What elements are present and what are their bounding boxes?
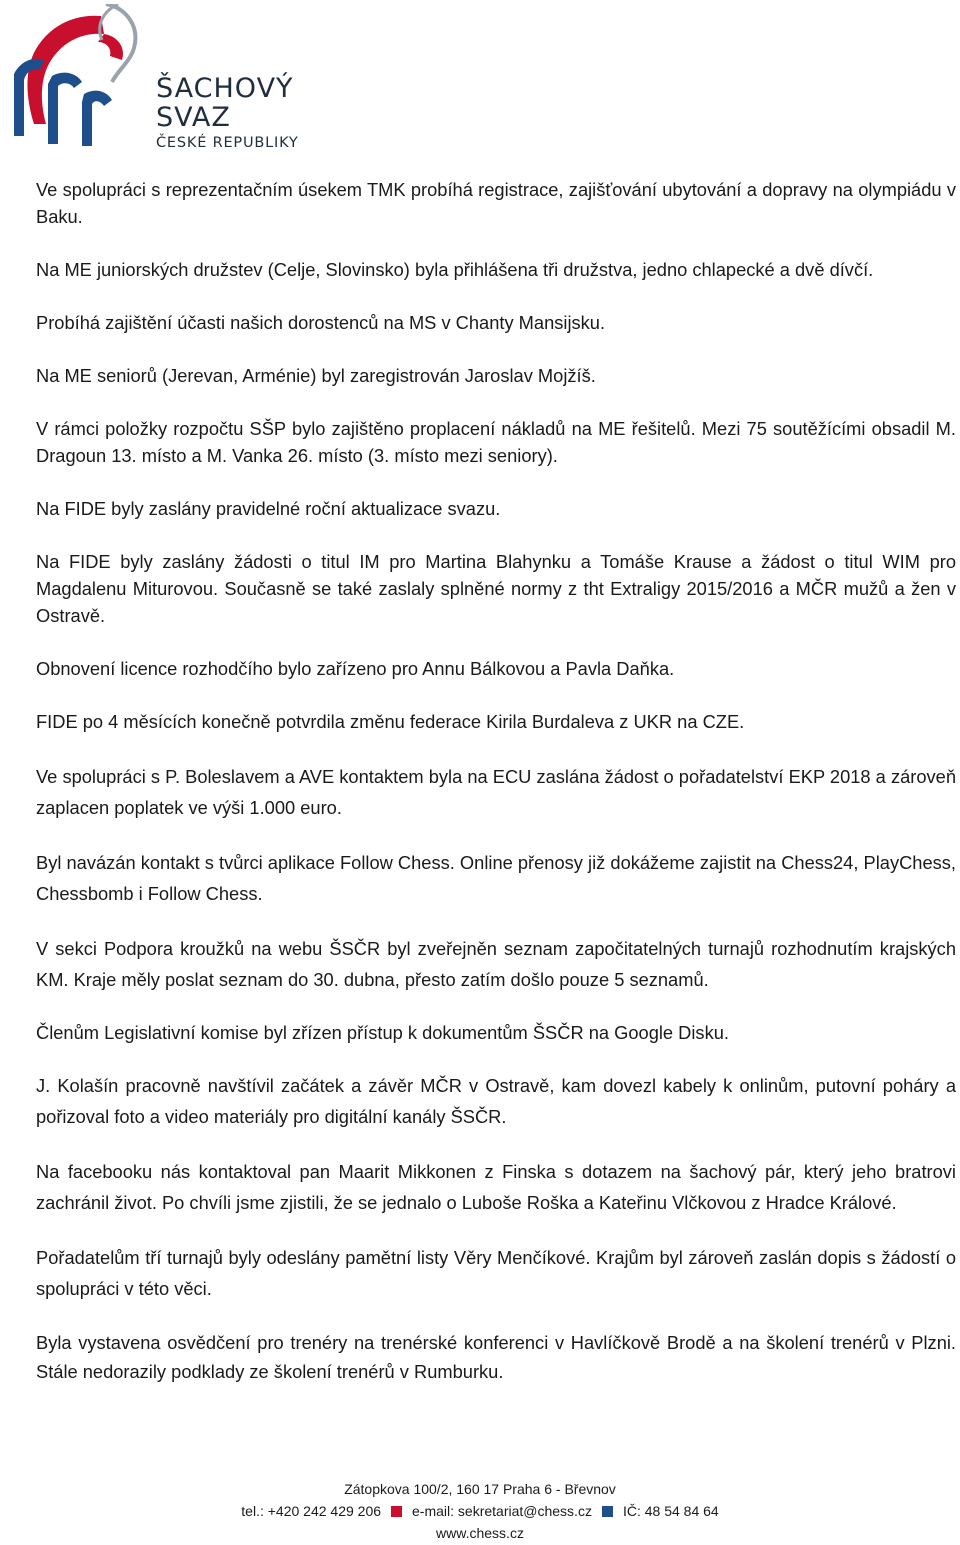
paragraph: Byla vystavena osvědčení pro trenéry na trenérské konferenci v Havlíčkově Brodě a na školení trenérů v Plzni. Stále nedorazily podklady ze školení trenérů v Rumburku. [36, 1332, 956, 1382]
paragraph: Členům Legislativní komise byl zřízen přístup k dokumentům ŠSČR na Google Disku. [36, 1022, 729, 1043]
paragraph: Ve spolupráci s reprezentačním úsekem TMK probíhá registrace, zajišťování ubytování a dopravy na olympiádu v Baku. [36, 179, 956, 227]
document-body [36, 176, 956, 1386]
logo-line2: SVAZ [156, 102, 231, 133]
paragraph: Probíhá zajištění účasti našich dorostenců na MS v Chanty Mansijsku. [36, 312, 606, 333]
footer-contacts [0, 1500, 960, 1522]
paragraph: Na ME juniorských družstev (Celje, Slovinsko) byla přihlášena tři družstva, jedno chlapecké a dvě dívčí. [36, 259, 874, 280]
paragraph: V rámci položky rozpočtu SŠP bylo zajištěno proplacení nákladů na ME řešitelů. Mezi 75 soutěžícími obsadil M. Dragoun 13. místo a M. Vanka 26. místo (3. místo mezi seniory). [36, 418, 956, 466]
footer-address: Zátopkova 100/2, 160 17 Praha 6 - Břevnov [344, 1481, 616, 1497]
red-square-icon [391, 1506, 402, 1517]
paragraph: Obnovení licence rozhodčího bylo zařízeno pro Annu Bálkovou a Pavla Daňka. [36, 658, 675, 679]
footer [0, 1478, 960, 1544]
paragraph: Na FIDE byly zaslány žádosti o titul IM pro Martina Blahynku a Tomáše Krause a žádost o titul WIM pro Magdalenu Miturovou. Současně se také zaslaly splněné normy z tht Extraligy 2015/2016 a MČR mužů a žen v Ostravě. [36, 551, 956, 626]
paragraph: Na ME seniorů (Jerevan, Arménie) byl zaregistrován Jaroslav Mojžíš. [36, 365, 596, 386]
chess-federation-logo-icon [6, 4, 156, 154]
logo [6, 4, 306, 154]
paragraph: Pořadatelům tří turnajů byly odeslány pamětní listy Věry Menčíkové. Krajům byl zároveň zaslán dopis s žádostí o spolupráci v této věci. [36, 1247, 956, 1299]
logo-text [156, 74, 299, 152]
blue-square-icon [602, 1506, 613, 1517]
paragraph: J. Kolašín pracovně navštívil začátek a závěr MČR v Ostravě, kam dovezl kabely k onlinům, putovní poháry a pořizoval foto a video materiály pro digitální kanály ŠSČR. [36, 1075, 956, 1127]
footer-ico: IČ: 48 54 84 64 [622, 1503, 719, 1519]
logo-line1: ŠACHOVÝ [156, 73, 294, 104]
paragraph: Ve spolupráci s P. Boleslavem a AVE kontaktem byla na ECU zaslána žádost o pořadatelství EKP 2018 a zároveň zaplacen poplatek ve výši 1.000 euro. [36, 766, 956, 818]
paragraph: Na FIDE byly zaslány pravidelné roční aktualizace svazu. [36, 498, 501, 519]
footer-email[interactable]: e-mail: sekretariat@chess.cz [412, 1503, 592, 1519]
paragraph: Na facebooku nás kontaktoval pan Maarit Mikkonen z Finska s dotazem na šachový pár, který jeho bratrovi zachránil život. Po chvíli jsme zjistili, že se jednalo o Luboše Roška a Kateřinu Vlčkovou z Hradce Králové. [36, 1161, 956, 1213]
logo-line3: ČESKÉ REPUBLIKY [156, 135, 299, 151]
paragraph: V sekci Podpora kroužků na webu ŠSČR byl zveřejněn seznam započitatelných turnajů rozhodnutím krajských KM. Kraje měly poslat seznam do 30. dubna, přesto zatím došlo pouze 5 seznamů. [36, 938, 956, 990]
paragraph: Byl navázán kontakt s tvůrci aplikace Follow Chess. Online přenosy již dokážeme zajistit na Chess24, PlayChess, Chessbomb i Follow Chess. [36, 852, 956, 904]
paragraph: FIDE po 4 měsících konečně potvrdila změnu federace Kirila Burdaleva z UKR na CZE. [36, 711, 745, 732]
footer-phone: tel.: +420 242 429 206 [241, 1503, 382, 1519]
footer-web[interactable]: www.chess.cz [436, 1525, 524, 1541]
